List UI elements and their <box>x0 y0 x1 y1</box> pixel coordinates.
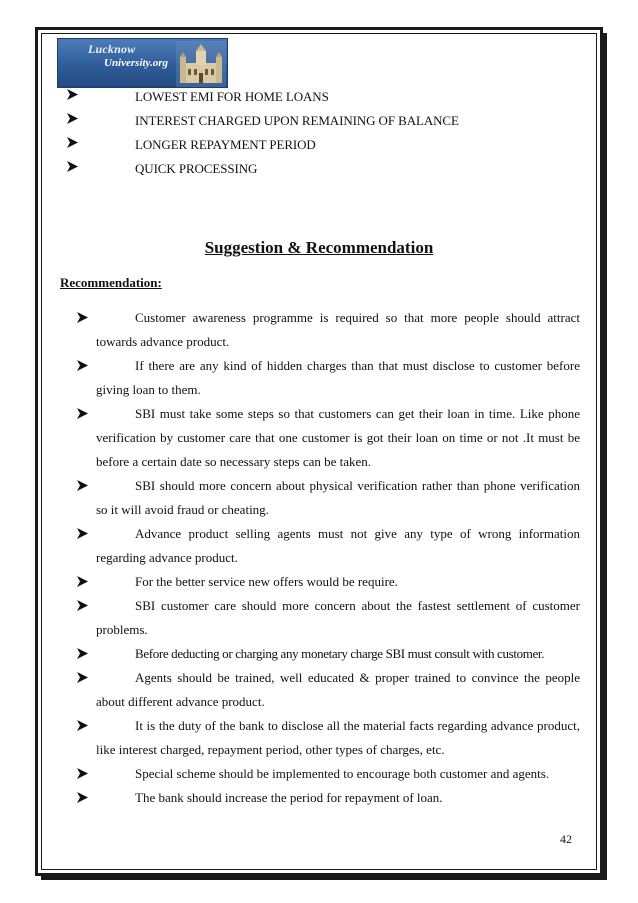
list-item-text: LONGER REPAYMENT PERIOD <box>135 137 316 152</box>
list-item <box>66 306 580 354</box>
arrow-bullet-icon <box>76 527 89 540</box>
list-item <box>66 474 580 522</box>
list-item <box>66 594 580 642</box>
list-item-text: For the better service new offers would be require. <box>135 574 398 589</box>
list-item-text: SBI must take some steps so that customers can get their loan in time. Like phone verification by customer care that one customer is got their loan on time or not .It must be before a certain date so necessary steps can be taken. <box>96 406 580 469</box>
benefits-list <box>66 86 566 182</box>
arrow-bullet-icon <box>76 767 89 780</box>
list-item-text: Before deducting or charging any monetary charge SBI must consult with customer. <box>135 646 545 661</box>
arrow-bullet-icon <box>76 479 89 492</box>
list-item <box>66 570 580 594</box>
logo-line-1: Lucknow <box>88 42 136 56</box>
list-item <box>66 714 580 762</box>
arrow-bullet-icon <box>76 407 89 420</box>
arrow-bullet-icon <box>76 359 89 372</box>
list-item <box>66 522 580 570</box>
list-item <box>66 642 580 666</box>
arrow-bullet-icon <box>76 647 89 660</box>
arrow-bullet-icon <box>66 112 79 125</box>
list-item-text: The bank should increase the period for repayment of loan. <box>135 790 443 805</box>
subsection-heading: Recommendation: <box>60 275 162 290</box>
page-number: 42 <box>560 832 572 846</box>
arrow-bullet-icon <box>76 671 89 684</box>
list-item-text: SBI customer care should more concern about the fastest settlement of customer problems. <box>96 598 580 637</box>
page-border-shadow <box>603 33 607 880</box>
arrow-bullet-icon <box>76 599 89 612</box>
list-item-text: Advance product selling agents must not give any type of wrong information regarding advance product. <box>96 526 580 565</box>
list-item <box>66 158 566 182</box>
list-item <box>66 354 580 402</box>
list-item-text: LOWEST EMI FOR HOME LOANS <box>135 89 329 104</box>
arrow-bullet-icon <box>76 311 89 324</box>
list-item-text: If there are any kind of hidden charges than that must disclose to customer before giving loan to them. <box>96 358 580 397</box>
list-item-text: Agents should be trained, well educated & proper trained to convince the people about different advance product. <box>96 670 580 709</box>
arrow-bullet-icon <box>66 88 79 101</box>
recommendations-list <box>66 306 580 810</box>
list-item <box>66 666 580 714</box>
list-item <box>66 86 566 110</box>
building-icon <box>176 41 226 87</box>
list-item <box>66 402 580 474</box>
list-item <box>66 134 566 158</box>
arrow-bullet-icon <box>66 136 79 149</box>
section-heading: Suggestion & Recommendation <box>204 238 434 257</box>
arrow-bullet-icon <box>76 791 89 804</box>
list-item-text: Special scheme should be implemented to encourage both customer and agents. <box>135 766 550 781</box>
logo-line-2: University.org <box>104 57 169 69</box>
list-item-text: SBI should more concern about physical verification rather than phone verification so it will avoid fraud or cheating. <box>96 478 580 517</box>
arrow-bullet-icon <box>76 575 89 588</box>
list-item-text: It is the duty of the bank to disclose all the material facts regarding advance product, like interest charged, repayment period, other types of charges, etc. <box>96 718 580 757</box>
arrow-bullet-icon <box>66 160 79 173</box>
list-item-text: Customer awareness programme is required so that more people should attract towards advance product. <box>96 310 580 349</box>
page-border-shadow <box>41 876 607 880</box>
list-item-text: INTEREST CHARGED UPON REMAINING OF BALANCE <box>135 113 459 128</box>
list-item <box>66 110 566 134</box>
arrow-bullet-icon <box>76 719 89 732</box>
list-item-text: QUICK PROCESSING <box>135 161 258 176</box>
list-item <box>66 762 580 786</box>
lucknow-university-logo <box>57 38 228 88</box>
list-item <box>66 786 580 810</box>
